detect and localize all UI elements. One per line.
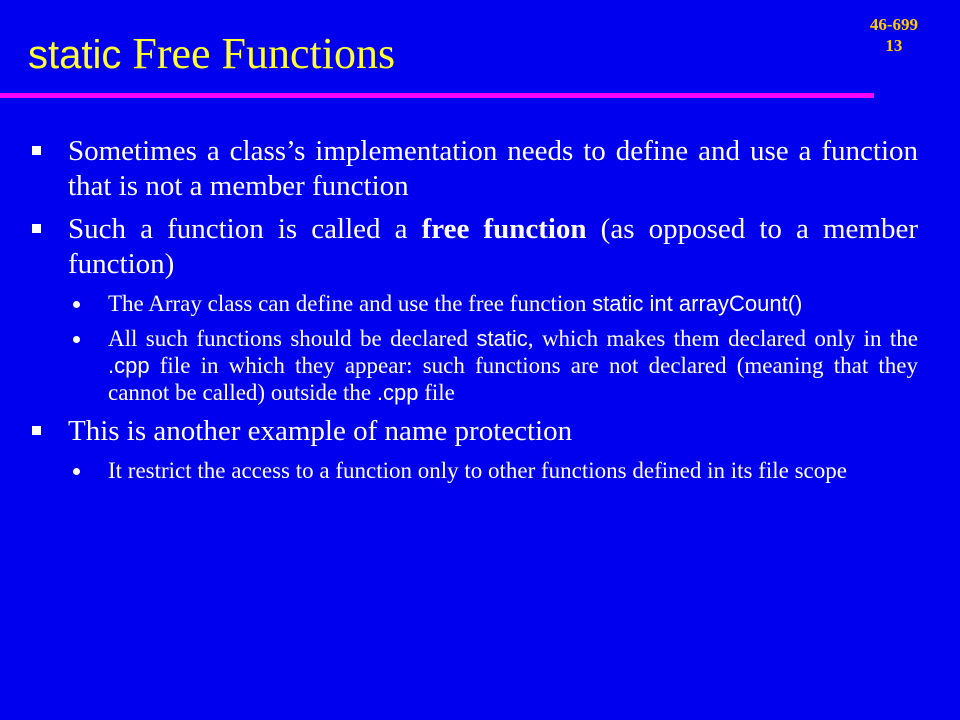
slide-content bbox=[28, 134, 918, 492]
code-snippet: .cpp bbox=[376, 380, 419, 405]
bullet-text: (as opposed to a member function) bbox=[68, 213, 918, 280]
bullet-text: Sometimes a class’s implementation needs to define and use a function that is not a member function bbox=[68, 135, 918, 202]
title-underline bbox=[0, 93, 874, 98]
sub-bullet-text: file bbox=[418, 380, 455, 405]
square-bullet-icon bbox=[32, 426, 41, 435]
dot-bullet-icon bbox=[73, 336, 80, 343]
sub-bullet-text: All such functions should be declared bbox=[108, 326, 477, 351]
code-snippet: static bbox=[476, 326, 528, 351]
code-snippet: .cpp bbox=[108, 353, 150, 378]
sub-bullet-item-2-1 bbox=[28, 290, 918, 317]
sub-bullet-text: It restrict the access to a function only to other functions defined in its file scope bbox=[108, 458, 847, 483]
bullet-bold-term: free function bbox=[421, 213, 587, 245]
title-code: static bbox=[28, 33, 122, 77]
bullet-text: This is another example of name protection bbox=[68, 415, 573, 447]
code-snippet: static int arrayCount() bbox=[592, 291, 803, 316]
sub-bullet-item-3-1 bbox=[28, 457, 918, 484]
dot-bullet-icon bbox=[73, 468, 80, 475]
slide-number bbox=[870, 14, 918, 56]
square-bullet-icon bbox=[32, 146, 41, 155]
sub-bullet-item-2-2 bbox=[28, 325, 918, 406]
dot-bullet-icon bbox=[73, 301, 80, 308]
course-code: 46-699 bbox=[869, 15, 918, 34]
sub-bullet-text: , which makes them declared only in the bbox=[527, 326, 918, 351]
title-text: Free Functions bbox=[121, 29, 396, 78]
sub-bullet-text: The Array class can define and use the free function bbox=[108, 291, 593, 316]
square-bullet-icon bbox=[32, 224, 41, 233]
page-number: 13 bbox=[885, 36, 903, 55]
sub-bullet-text: file in which they appear: such functions are not declared (meaning that they cannot be called) outside the bbox=[108, 353, 918, 405]
slide-title bbox=[28, 26, 395, 83]
bullet-item-2 bbox=[28, 212, 918, 282]
bullet-text: Such a function is called a bbox=[68, 213, 422, 245]
bullet-item-3 bbox=[28, 414, 918, 449]
bullet-item-1 bbox=[28, 134, 918, 204]
